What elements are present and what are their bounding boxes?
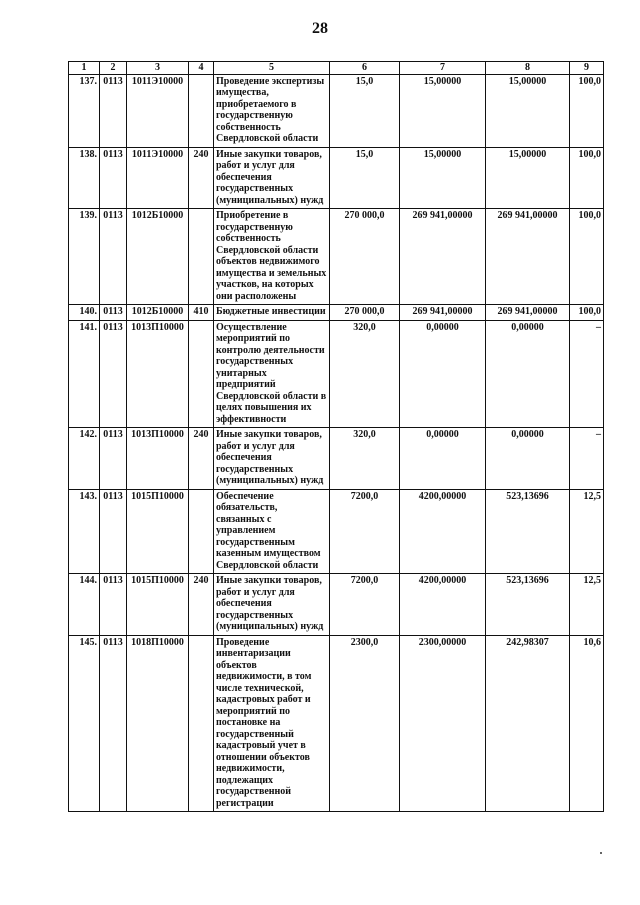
article-code: 1012Б10000 — [127, 305, 189, 321]
row-number: 142. — [69, 428, 100, 490]
executed-amount: 0,00000 — [486, 320, 570, 428]
planned-amount: 15,0 — [330, 147, 400, 209]
page-number: 28 — [312, 20, 328, 37]
adjusted-amount: 269 941,00000 — [400, 209, 486, 305]
planned-amount: 270 000,0 — [330, 209, 400, 305]
article-code: 1015П10000 — [127, 574, 189, 636]
header-row — [69, 62, 604, 75]
adjusted-amount: 269 941,00000 — [400, 305, 486, 321]
scan-speck — [600, 852, 602, 854]
table-row — [69, 305, 604, 321]
section-code: 0113 — [100, 147, 127, 209]
adjusted-amount: 0,00000 — [400, 428, 486, 490]
row-number: 140. — [69, 305, 100, 321]
adjusted-amount: 0,00000 — [400, 320, 486, 428]
row-number: 139. — [69, 209, 100, 305]
article-code: 1013П10000 — [127, 320, 189, 428]
item-name: Иные закупки товаров, работ и услуг для обеспечения государственных (муниципальных) нужд — [214, 147, 330, 209]
section-code: 0113 — [100, 74, 127, 147]
article-code: 1013П10000 — [127, 428, 189, 490]
article-code: 1012Б10000 — [127, 209, 189, 305]
row-number: 138. — [69, 147, 100, 209]
section-code: 0113 — [100, 209, 127, 305]
table-row — [69, 428, 604, 490]
execution-percent: 100,0 — [570, 147, 604, 209]
column-header: 8 — [486, 62, 570, 75]
article-code: 1015П10000 — [127, 489, 189, 574]
expense-type-code — [189, 209, 214, 305]
item-name: Осуществление мероприятий по контролю деятельности государственных унитарных предприятий Свердловской области в целях повышения их эффективности — [214, 320, 330, 428]
column-header: 2 — [100, 62, 127, 75]
table-row — [69, 74, 604, 147]
expense-type-code: 240 — [189, 428, 214, 490]
item-name: Обеспечение обязательств, связанных с управлением государственным казенным имуществом Свердловской области — [214, 489, 330, 574]
executed-amount: 269 941,00000 — [486, 305, 570, 321]
budget-table — [68, 61, 604, 812]
column-header: 4 — [189, 62, 214, 75]
expense-type-code: 240 — [189, 147, 214, 209]
executed-amount: 0,00000 — [486, 428, 570, 490]
planned-amount: 270 000,0 — [330, 305, 400, 321]
planned-amount: 320,0 — [330, 428, 400, 490]
column-header: 6 — [330, 62, 400, 75]
planned-amount: 320,0 — [330, 320, 400, 428]
expense-type-code — [189, 489, 214, 574]
executed-amount: 242,98307 — [486, 635, 570, 812]
column-header: 9 — [570, 62, 604, 75]
planned-amount: 15,0 — [330, 74, 400, 147]
executed-amount: 15,00000 — [486, 147, 570, 209]
article-code: 1011Э10000 — [127, 74, 189, 147]
section-code: 0113 — [100, 635, 127, 812]
execution-percent: 12,5 — [570, 574, 604, 636]
row-number: 145. — [69, 635, 100, 812]
item-name: Иные закупки товаров, работ и услуг для обеспечения государственных (муниципальных) нужд — [214, 428, 330, 490]
expense-type-code — [189, 635, 214, 812]
executed-amount: 269 941,00000 — [486, 209, 570, 305]
item-name: Иные закупки товаров, работ и услуг для обеспечения государственных (муниципальных) нужд — [214, 574, 330, 636]
section-code: 0113 — [100, 428, 127, 490]
section-code: 0113 — [100, 574, 127, 636]
article-code: 1018П10000 — [127, 635, 189, 812]
expense-type-code — [189, 74, 214, 147]
planned-amount: 7200,0 — [330, 574, 400, 636]
adjusted-amount: 15,00000 — [400, 147, 486, 209]
executed-amount: 15,00000 — [486, 74, 570, 147]
item-name: Проведение экспертизы имущества, приобретаемого в государственную собственность Свердловской области — [214, 74, 330, 147]
table-row — [69, 147, 604, 209]
article-code: 1011Э10000 — [127, 147, 189, 209]
item-name: Приобретение в государственную собственность Свердловской области объектов недвижимого имущества и земельных участков, на которых они расположены — [214, 209, 330, 305]
adjusted-amount: 4200,00000 — [400, 574, 486, 636]
execution-percent: 100,0 — [570, 305, 604, 321]
expense-type-code — [189, 320, 214, 428]
table-row — [69, 635, 604, 812]
execution-percent: 10,6 — [570, 635, 604, 812]
column-header: 3 — [127, 62, 189, 75]
execution-percent: 100,0 — [570, 209, 604, 305]
section-code: 0113 — [100, 320, 127, 428]
column-header: 5 — [214, 62, 330, 75]
row-number: 143. — [69, 489, 100, 574]
row-number: 144. — [69, 574, 100, 636]
item-name: Бюджетные инвестиции — [214, 305, 330, 321]
item-name: Проведение инвентаризации объектов недвижимости, в том числе технической, кадастровых работ и мероприятий по постановке на государственный кадастровый учет в отношении объектов недвижимости, подлежащих государственной регистрации — [214, 635, 330, 812]
table-row — [69, 209, 604, 305]
column-header: 1 — [69, 62, 100, 75]
adjusted-amount: 2300,00000 — [400, 635, 486, 812]
section-code: 0113 — [100, 305, 127, 321]
row-number: 141. — [69, 320, 100, 428]
planned-amount: 7200,0 — [330, 489, 400, 574]
adjusted-amount: 4200,00000 — [400, 489, 486, 574]
execution-percent: – — [570, 320, 604, 428]
planned-amount: 2300,0 — [330, 635, 400, 812]
expense-type-code: 410 — [189, 305, 214, 321]
table-row — [69, 489, 604, 574]
column-header: 7 — [400, 62, 486, 75]
execution-percent: 12,5 — [570, 489, 604, 574]
section-code: 0113 — [100, 489, 127, 574]
executed-amount: 523,13696 — [486, 574, 570, 636]
execution-percent: 100,0 — [570, 74, 604, 147]
executed-amount: 523,13696 — [486, 489, 570, 574]
execution-percent: – — [570, 428, 604, 490]
row-number: 137. — [69, 74, 100, 147]
adjusted-amount: 15,00000 — [400, 74, 486, 147]
expense-type-code: 240 — [189, 574, 214, 636]
table-row — [69, 320, 604, 428]
table-row — [69, 574, 604, 636]
